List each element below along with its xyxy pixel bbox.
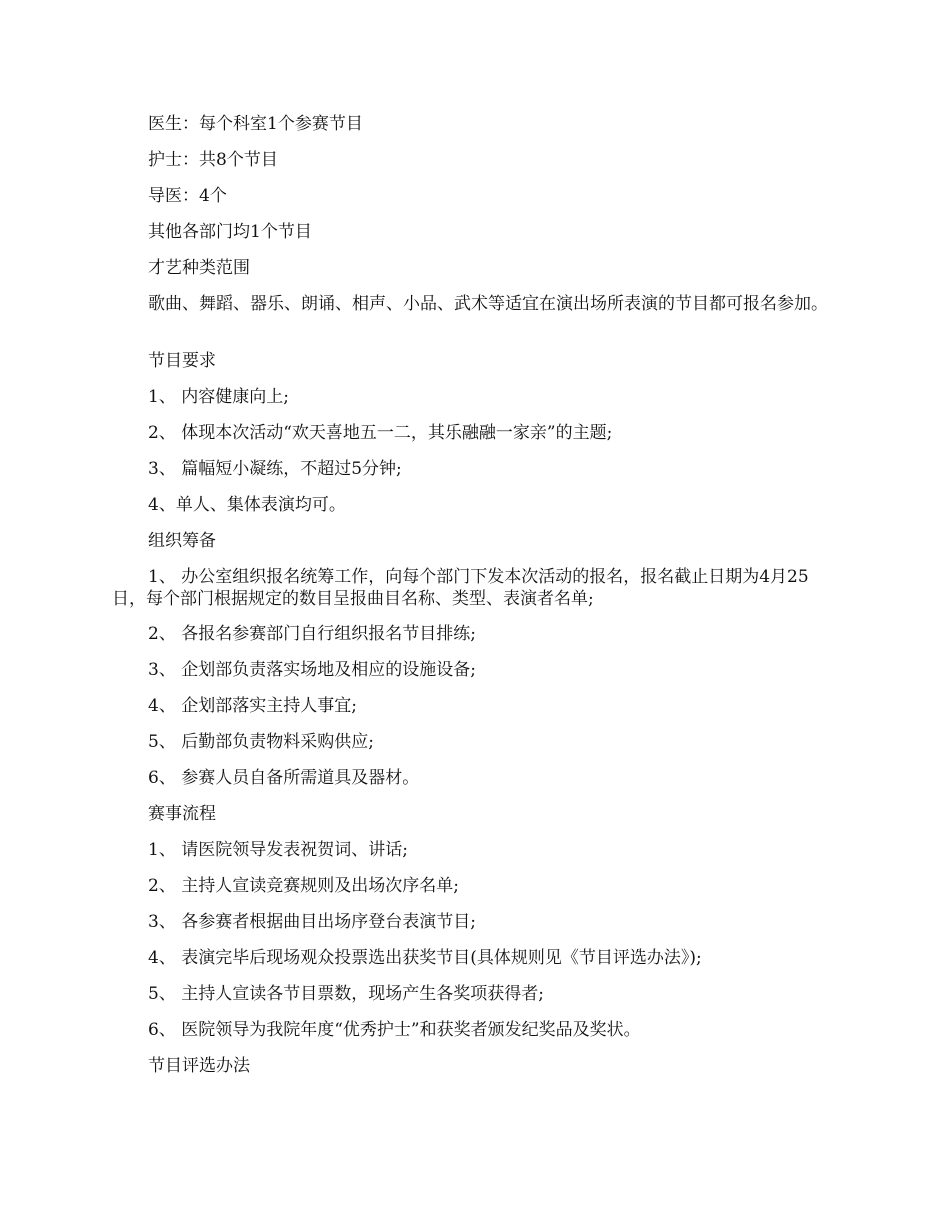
list-item: 3、 篇幅短小凝练，不超过5分钟; [148,459,402,479]
list-item: 1、 内容健康向上; [148,387,289,407]
list-item: 4、 表演完毕后现场观众投票选出获奖节目(具体规则见《节目评选办法》); [148,948,702,968]
paragraph: 医生：每个科室1个参赛节目 [148,114,363,134]
paragraph: 导医：4个 [148,186,227,206]
paragraph: 歌曲、舞蹈、器乐、朗诵、相声、小品、武术等适宜在演出场所表演的节目都可报名参加。 [148,294,828,314]
list-item: 2、 主持人宣读竞赛规则及出场次序名单; [148,876,459,896]
section-heading: 组织筹备 [148,531,216,551]
list-item: 5、 后勤部负责物料采购供应; [148,732,374,752]
section-heading: 赛事流程 [148,804,216,824]
section-heading: 才艺种类范围 [148,258,250,278]
list-item: 3、 企划部负责落实场地及相应的设施设备; [148,660,476,680]
list-item: 1、 请医院领导发表祝贺词、讲话; [148,840,408,860]
list-item: 2、 体现本次活动“欢天喜地五一二，其乐融融一家亲”的主题; [148,423,613,443]
list-item: 6、 医院领导为我院年度“优秀护士”和获奖者颁发纪奖品及奖状。 [148,1020,641,1040]
section-heading: 节目评选办法 [148,1056,250,1076]
section-heading: 节目要求 [148,351,216,371]
list-item: 5、 主持人宣读各节目票数，现场产生各奖项获得者; [148,984,544,1004]
list-item: 3、 各参赛者根据曲目出场序登台表演节目; [148,912,476,932]
list-item: 4、 企划部落实主持人事宜; [148,696,357,716]
paragraph: 护士：共8个节目 [148,150,278,170]
list-item: 2、 各报名参赛部门自行组织报名节目排练; [148,624,476,644]
paragraph: 其他各部门均1个节目 [148,222,312,242]
list-item: 1、 办公室组织报名统筹工作，向每个部门下发本次活动的报名，报名截止日期为4月25日，每个部门根据规定的数目呈报曲目名称、类型、表演者名单; [112,567,809,609]
list-item: 6、 参赛人员自备所需道具及器材。 [148,768,420,788]
list-item: 4、单人、集体表演均可。 [148,495,346,515]
